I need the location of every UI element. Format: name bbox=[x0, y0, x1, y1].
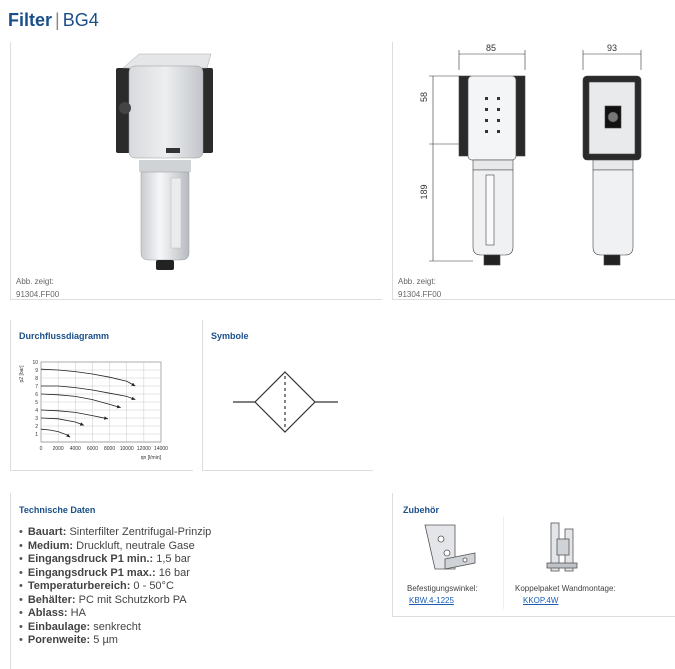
spec-value: Sinterfilter Zentrifugal-Prinzip bbox=[69, 526, 212, 538]
photo-caption-label: Abb. zeigt: bbox=[16, 277, 54, 286]
y-tick-label: 10 bbox=[32, 360, 38, 366]
accessories-panel bbox=[392, 493, 675, 617]
spec-item bbox=[19, 526, 211, 540]
photo-caption bbox=[16, 275, 59, 301]
accessory-item[interactable] bbox=[513, 517, 653, 609]
spec-item bbox=[19, 621, 211, 635]
y-tick-label: 6 bbox=[35, 392, 38, 398]
y-tick-label: 2 bbox=[35, 424, 38, 430]
x-tick-label: 0 bbox=[39, 446, 43, 452]
spec-label: Temperaturbereich: bbox=[27, 580, 131, 592]
x-tick-label: 2000 bbox=[52, 446, 64, 452]
flow-diagram-panel bbox=[10, 320, 193, 471]
accessory-label: Befestigungswinkel: bbox=[407, 584, 478, 593]
dim-height-bottom: 189 bbox=[419, 184, 429, 200]
x-tick-label: 6000 bbox=[86, 446, 98, 452]
dim-width-front: 85 bbox=[485, 43, 497, 53]
page-title bbox=[8, 10, 99, 31]
technical-drawing bbox=[393, 42, 675, 277]
spec-item bbox=[19, 634, 211, 648]
tech-data-list bbox=[19, 526, 211, 648]
spec-value: 1,5 bar bbox=[156, 553, 191, 565]
spec-value: HA bbox=[70, 607, 86, 619]
spec-item bbox=[19, 567, 211, 581]
title-separator: | bbox=[55, 10, 60, 30]
technical-drawing-panel bbox=[392, 42, 675, 300]
accessory-item[interactable] bbox=[403, 517, 504, 609]
product-photo bbox=[111, 48, 221, 273]
y-tick-label: 5 bbox=[35, 400, 38, 406]
title-product: Filter bbox=[8, 10, 53, 30]
dim-width-side: 93 bbox=[606, 43, 618, 53]
title-model: BG4 bbox=[62, 10, 99, 30]
y-tick-label: 3 bbox=[35, 416, 38, 422]
spec-label: Bauart: bbox=[27, 526, 67, 538]
x-tick-label: 12000 bbox=[136, 446, 151, 452]
x-tick-label: 14000 bbox=[154, 446, 168, 452]
accessory-code-link[interactable]: KKOP.4W bbox=[523, 596, 559, 605]
y-tick-label: 1 bbox=[35, 432, 38, 438]
x-tick-label: 8000 bbox=[104, 446, 116, 452]
spec-item bbox=[19, 580, 211, 594]
drawing-caption-code: 91304.FF00 bbox=[398, 290, 442, 299]
y-tick-label: 8 bbox=[35, 376, 38, 382]
spec-label: Eingangsdruck P1 min.: bbox=[27, 553, 154, 565]
spec-item bbox=[19, 594, 211, 608]
spec-value: 16 bar bbox=[158, 566, 190, 579]
spec-label: Ablass: bbox=[27, 607, 68, 619]
spec-value: 0 - 50°C bbox=[133, 580, 174, 592]
spec-item bbox=[19, 607, 211, 621]
tech-data-panel bbox=[10, 493, 383, 669]
spec-value: 5 µm bbox=[93, 634, 118, 646]
spec-item bbox=[19, 553, 211, 567]
wall-mount-kit-image bbox=[531, 519, 601, 575]
spec-value: PC mit Schutzkorb PA bbox=[78, 593, 187, 606]
accessory-label: Koppelpaket Wandmontage: bbox=[515, 584, 616, 593]
y-tick-label: 9 bbox=[35, 368, 38, 374]
drawing-caption-label: Abb. zeigt: bbox=[398, 277, 436, 286]
spec-label: Porenweite: bbox=[27, 634, 91, 646]
accessories-heading: Zubehör bbox=[403, 505, 439, 515]
flow-chart bbox=[11, 346, 193, 470]
y-axis-label: p2 [bar] bbox=[19, 365, 25, 383]
spec-label: Medium: bbox=[27, 539, 74, 552]
spec-label: Eingangsdruck P1 max.: bbox=[27, 566, 156, 579]
symbol-panel bbox=[202, 320, 373, 471]
spec-label: Einbaulage: bbox=[27, 620, 91, 633]
y-tick-label: 7 bbox=[35, 384, 38, 390]
x-tick-label: 4000 bbox=[69, 446, 81, 452]
x-axis-label: qn [l/min] bbox=[140, 455, 161, 461]
x-tick-label: 10000 bbox=[119, 446, 134, 452]
accessory-code-link[interactable]: KBW.4-1225 bbox=[409, 596, 454, 605]
photo-caption-code: 91304.FF00 bbox=[16, 290, 60, 299]
spec-value: Druckluft, neutrale Gase bbox=[76, 539, 195, 552]
dim-height-top: 58 bbox=[419, 91, 429, 103]
mounting-bracket-image bbox=[415, 519, 485, 575]
spec-value: senkrecht bbox=[93, 620, 141, 633]
product-photo-panel bbox=[10, 42, 382, 300]
tech-data-heading: Technische Daten bbox=[19, 505, 96, 515]
filter-symbol bbox=[203, 320, 373, 470]
symbol-heading: Symbole bbox=[211, 331, 249, 341]
drawing-caption bbox=[398, 275, 441, 301]
y-tick-label: 4 bbox=[35, 408, 38, 414]
spec-item bbox=[19, 540, 211, 554]
spec-label: Behälter: bbox=[27, 593, 76, 606]
flow-diagram-heading: Durchflussdiagramm bbox=[19, 331, 110, 341]
